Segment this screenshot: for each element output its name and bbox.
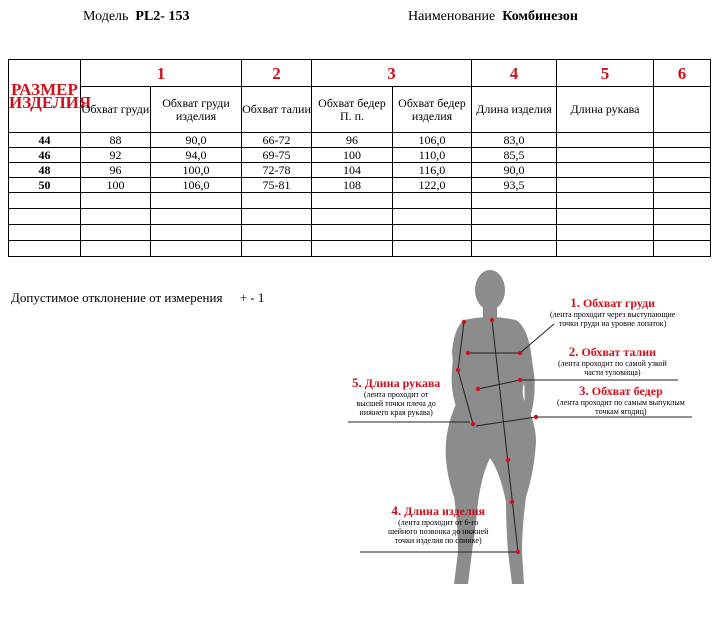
product-name-value: Комбинезон — [502, 9, 578, 24]
col-hips-garment: Обхват бедер изделия — [393, 87, 472, 133]
tolerance-value: + - 1 — [239, 290, 265, 305]
cell: 66-72 — [242, 133, 312, 148]
cell: 83,0 — [472, 133, 557, 148]
model-label: Модель — [83, 9, 129, 24]
annotation-title: Обхват груди — [582, 296, 656, 310]
cell: 100,0 — [151, 163, 242, 178]
table-row-empty — [9, 193, 711, 209]
annotation-title: Длина рукава — [364, 376, 441, 390]
table-row — [9, 133, 711, 148]
table-row-empty — [9, 241, 711, 257]
cell: 96 — [81, 163, 151, 178]
row-size: 48 — [9, 163, 81, 178]
group-1: 1 — [81, 60, 242, 87]
row-size: 50 — [9, 178, 81, 193]
cell: 106,0 — [393, 133, 472, 148]
annotation-sleeve: 5. Длина рукава (лента проходит от высшей точки плеча до нижнего края рукава) — [352, 375, 441, 417]
annotation-hips: 3. Обхват бедер (лента проходит по самым выпуклым точкам ягодиц) — [557, 383, 685, 416]
product-name-label: Наименование — [408, 9, 496, 24]
table-row-empty — [9, 209, 711, 225]
group-2: 2 — [242, 60, 312, 87]
annotation-length: 4. Длина изделия (лента проходит от 6-го шейного позвонка до нижней точки изделия по спинке) — [388, 503, 489, 545]
col-chest: Обхват груди — [81, 87, 151, 133]
col-length: Длина изделия — [472, 87, 557, 133]
cell: 90,0 — [151, 133, 242, 148]
group-5: 5 — [557, 60, 654, 87]
cell: 93,5 — [472, 178, 557, 193]
size-table — [8, 59, 711, 257]
cell: 94,0 — [151, 148, 242, 163]
annotation-waist: 2. Обхват талии (лента проходит по самой узкой части туловища) — [558, 344, 667, 377]
cell: 110,0 — [393, 148, 472, 163]
model-value: PL2- 153 — [135, 9, 190, 24]
group-6: 6 — [654, 60, 711, 87]
cell — [557, 148, 654, 163]
tolerance-note — [11, 290, 264, 306]
cell: 104 — [312, 163, 393, 178]
col-extra — [654, 87, 711, 133]
cell: 85,5 — [472, 148, 557, 163]
annotation-title: Обхват талии — [581, 345, 657, 359]
table-row — [9, 178, 711, 193]
annotation-title: Длина изделия — [404, 504, 485, 518]
size-header: РАЗМЕР ИЗДЕЛИЯ — [9, 60, 81, 133]
col-hips: Обхват бедер П. п. — [312, 87, 393, 133]
cell: 90,0 — [472, 163, 557, 178]
cell: 69-75 — [242, 148, 312, 163]
cell — [654, 133, 711, 148]
group-4: 4 — [472, 60, 557, 87]
cell — [654, 148, 711, 163]
cell: 100 — [81, 178, 151, 193]
product-name-field — [408, 9, 578, 25]
col-sleeve: Длина рукава — [557, 87, 654, 133]
col-waist: Обхват талии — [242, 87, 312, 133]
cell: 122,0 — [393, 178, 472, 193]
cell — [557, 178, 654, 193]
row-size: 44 — [9, 133, 81, 148]
cell: 116,0 — [393, 163, 472, 178]
cell: 88 — [81, 133, 151, 148]
cell: 75-81 — [242, 178, 312, 193]
col-chest-garment: Обхват груди изделия — [151, 87, 242, 133]
row-size: 46 — [9, 148, 81, 163]
annotation-chest: 1. Обхват груди (лента проходит через выступающие точки груди на уровне лопаток) — [550, 295, 676, 328]
group-3: 3 — [312, 60, 472, 87]
cell: 108 — [312, 178, 393, 193]
table-row-empty — [9, 225, 711, 241]
cell: 92 — [81, 148, 151, 163]
table-row — [9, 163, 711, 178]
cell: 96 — [312, 133, 393, 148]
cell: 72-78 — [242, 163, 312, 178]
cell: 106,0 — [151, 178, 242, 193]
annotation-title: Обхват бедер — [591, 384, 663, 398]
table-row — [9, 148, 711, 163]
cell: 100 — [312, 148, 393, 163]
cell — [557, 133, 654, 148]
tolerance-label: Допустимое отклонение от измерения — [11, 290, 223, 305]
cell — [654, 163, 711, 178]
model-field — [83, 9, 189, 25]
cell — [557, 163, 654, 178]
cell — [654, 178, 711, 193]
